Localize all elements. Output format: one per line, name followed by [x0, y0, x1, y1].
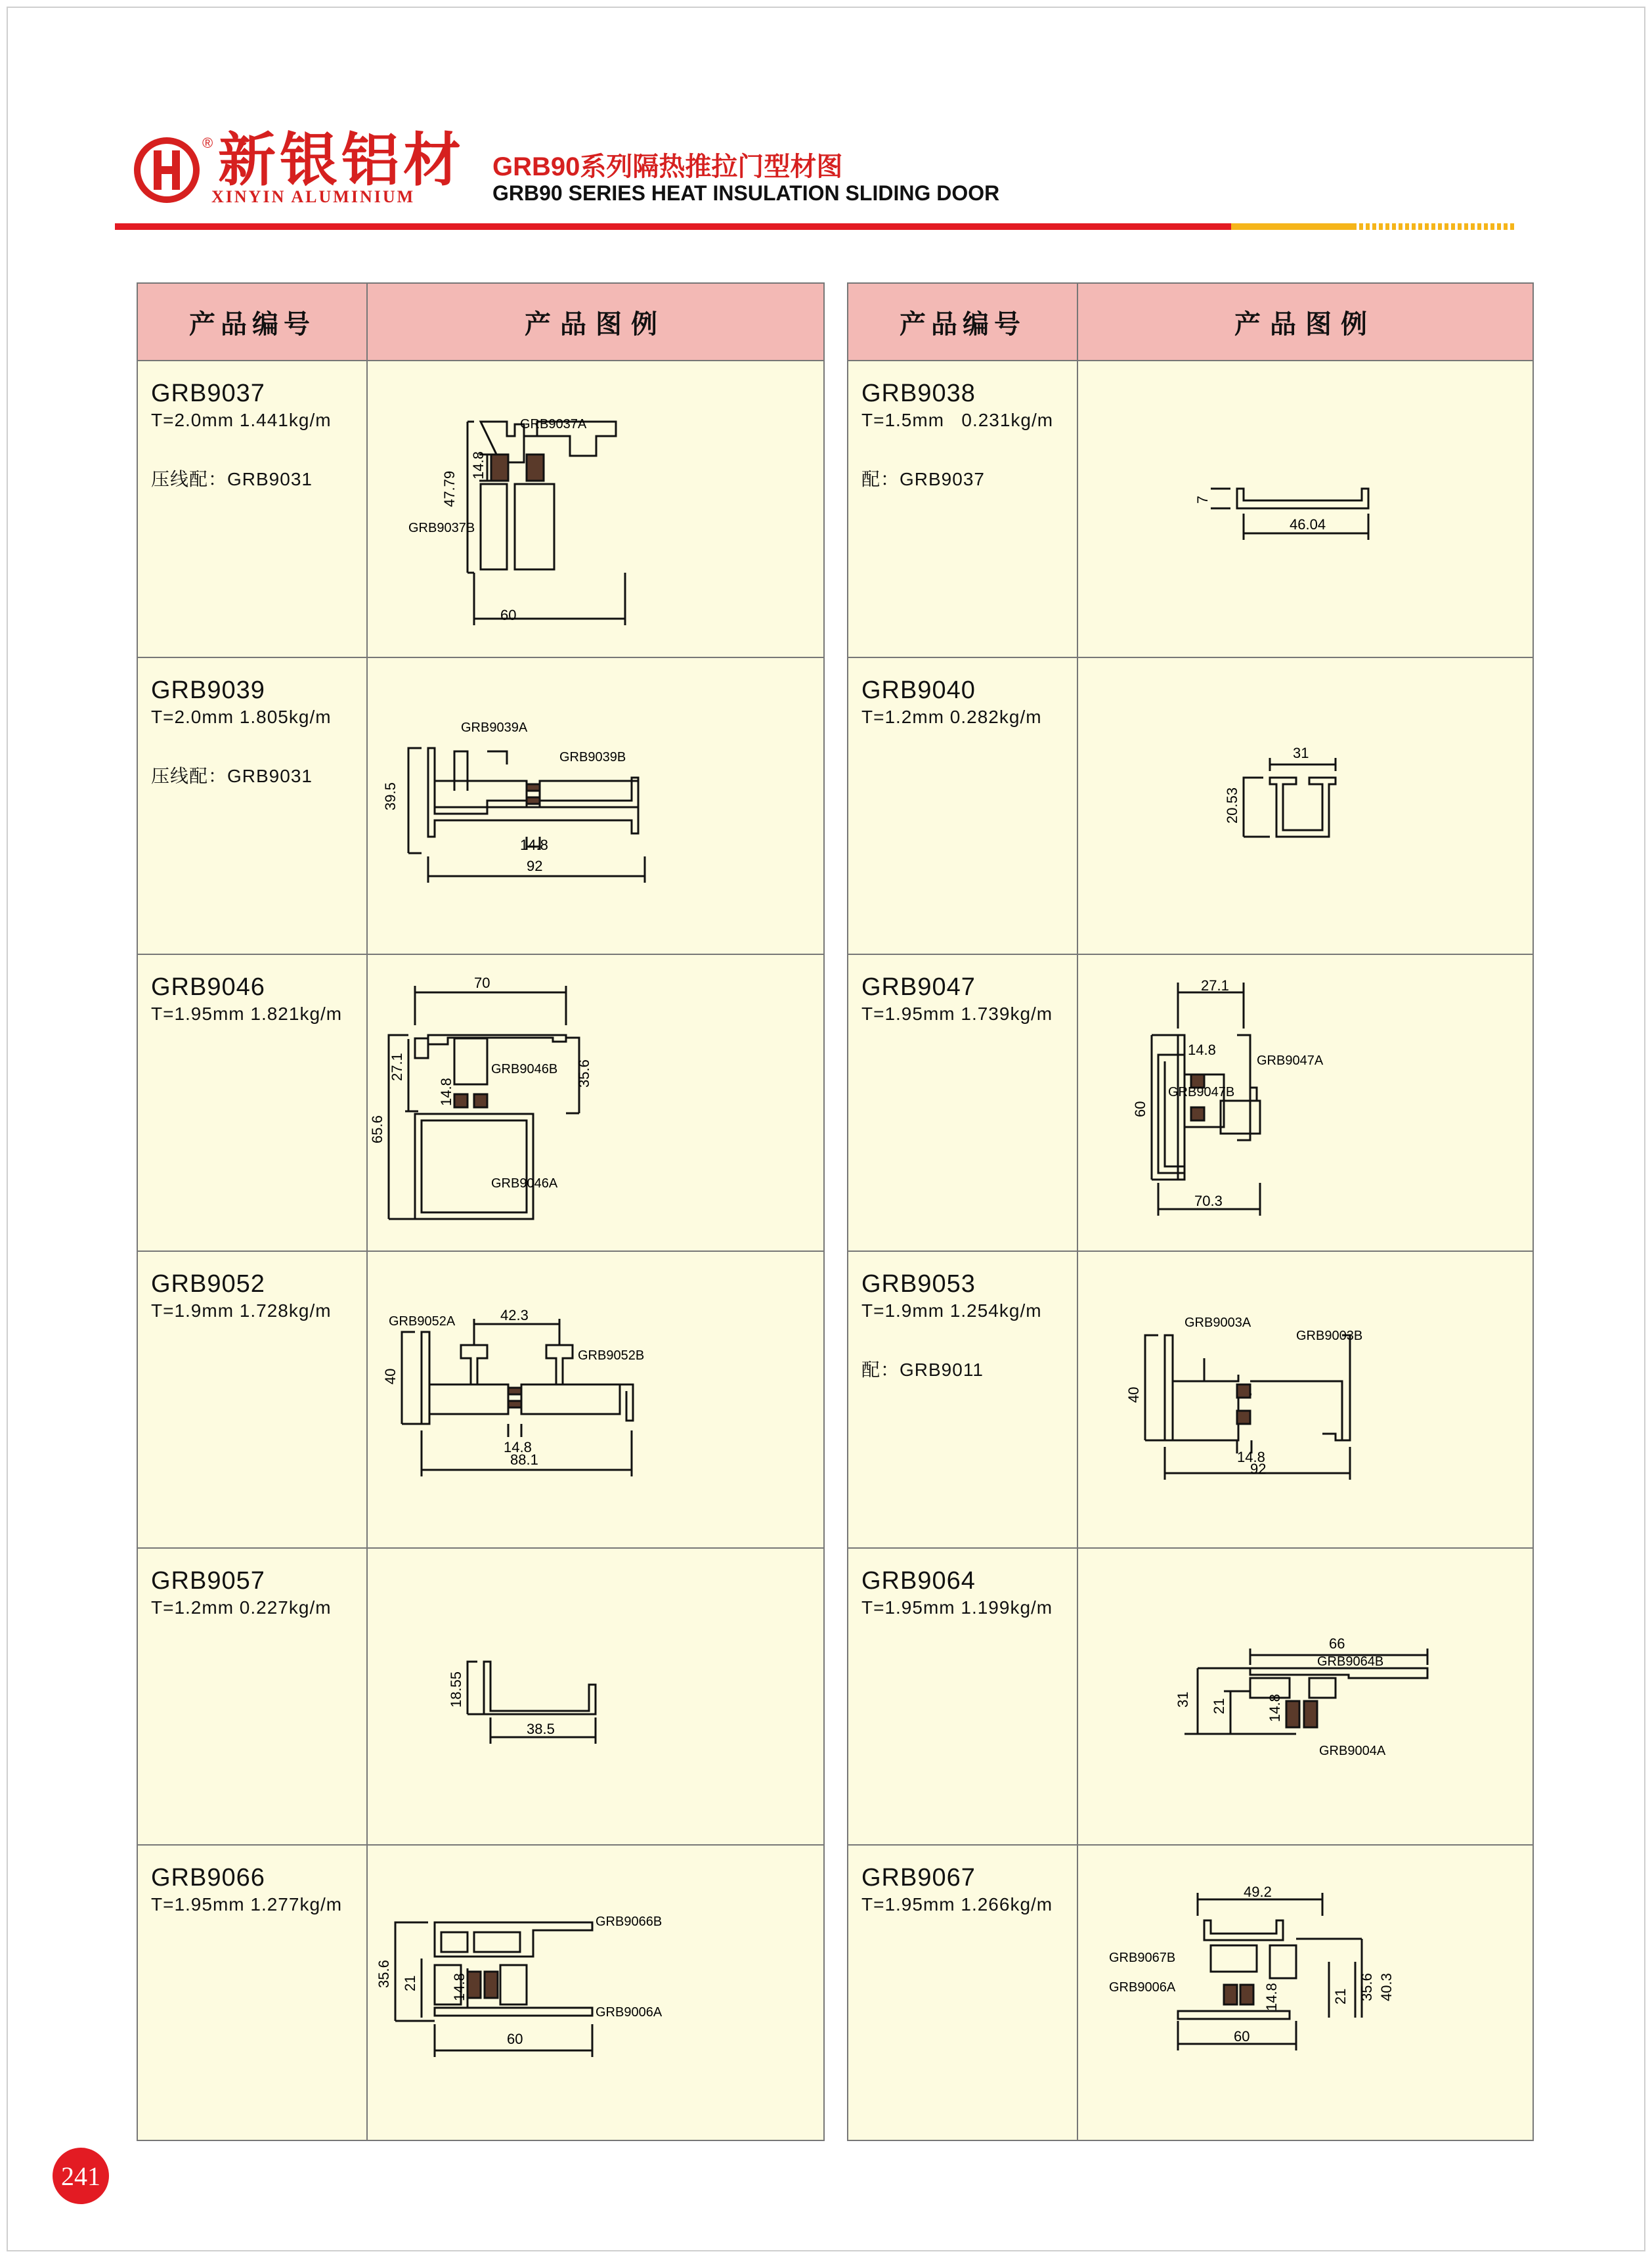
product-row	[848, 955, 1532, 1252]
product-spec: T=1.95mm 1.277kg/m	[151, 1894, 343, 1915]
dim-label: 39.5	[382, 782, 399, 810]
product-row	[138, 1549, 823, 1846]
profile-drawing	[369, 363, 822, 652]
dim-label: 14.8	[504, 1439, 532, 1455]
product-code: GRB9057	[151, 1567, 265, 1595]
dim-label: 21	[402, 1975, 418, 1991]
dim-label: 60	[1234, 2028, 1250, 2045]
product-row	[848, 361, 1532, 658]
part-label: GRB9052A	[389, 1314, 456, 1329]
product-row	[138, 658, 823, 955]
dim-label: 47.79	[441, 470, 458, 507]
profile-drawing	[369, 659, 822, 948]
product-row	[848, 658, 1532, 955]
dim-label: 27.1	[1201, 977, 1229, 994]
product-row	[138, 1252, 823, 1549]
dim-label: 60	[1132, 1101, 1148, 1117]
header-figure: 产品图例	[1234, 309, 1376, 339]
dim-label: 27.1	[389, 1053, 405, 1081]
profile-drawing	[1079, 1550, 1532, 1839]
header-code: 产品编号	[138, 284, 368, 360]
product-spec: T=1.5mm 0.231kg/m	[861, 410, 1054, 430]
dim-label: 14.8	[1237, 1449, 1265, 1465]
dim-label: 7	[1194, 495, 1211, 504]
product-code: GRB9046	[151, 973, 265, 1001]
table-header	[138, 284, 823, 361]
dim-label: 60	[500, 607, 517, 623]
dim-label: 21	[1332, 1988, 1349, 2004]
page-number: 241	[53, 2148, 109, 2204]
product-code: GRB9047	[861, 973, 976, 1001]
product-note: 压线配：GRB9031	[151, 766, 313, 786]
part-label: GRB9047A	[1257, 1053, 1324, 1068]
product-spec: T=1.2mm 0.282kg/m	[861, 707, 1042, 727]
product-note: 配：GRB9011	[861, 1360, 984, 1380]
dim-label: 42.3	[500, 1307, 529, 1323]
part-label: GRB9046A	[491, 1176, 558, 1191]
dim-label: 14.8	[470, 451, 487, 479]
product-spec: T=1.95mm 1.199kg/m	[861, 1597, 1053, 1618]
dim-label: 31	[1293, 745, 1309, 761]
profile-drawing	[369, 1847, 822, 2136]
brand-name-cn: 新银铝材	[218, 127, 466, 192]
dim-label: 35.6	[576, 1059, 592, 1088]
product-spec: T=1.9mm 1.728kg/m	[151, 1300, 332, 1321]
dim-label: 14.8	[1188, 1042, 1216, 1058]
product-code: GRB9066	[151, 1864, 265, 1892]
part-label: GRB9052B	[578, 1348, 645, 1363]
product-spec: T=1.95mm 1.821kg/m	[151, 1004, 343, 1024]
dim-label: 18.55	[448, 1671, 464, 1708]
dim-label: 66	[1329, 1635, 1345, 1652]
product-code: GRB9038	[861, 380, 976, 407]
header-rule-red	[115, 223, 1231, 230]
dim-label: 40.3	[1378, 1973, 1395, 2001]
product-code: GRB9039	[151, 676, 265, 704]
part-label: GRB9046B	[491, 1062, 558, 1076]
product-code: GRB9064	[861, 1567, 976, 1595]
brand-name-en: XINYIN ALUMINIUM	[211, 187, 416, 206]
right-product-table	[847, 282, 1534, 2141]
part-label: GRB9039B	[559, 750, 626, 764]
dim-label: 35.6	[376, 1960, 392, 1988]
product-spec: T=2.0mm 1.805kg/m	[151, 707, 332, 727]
header-code: 产品编号	[848, 284, 1078, 360]
product-note: 配：GRB9037	[861, 469, 985, 489]
product-spec: T=1.95mm 1.739kg/m	[861, 1004, 1053, 1024]
dim-label: 40	[382, 1368, 399, 1384]
product-row	[848, 1252, 1532, 1549]
profile-drawing	[1079, 659, 1532, 948]
product-row	[138, 1846, 823, 2141]
dim-label: 46.04	[1290, 516, 1326, 533]
part-label: GRB9037A	[520, 417, 587, 432]
dim-label: 65.6	[369, 1115, 385, 1143]
part-label: GRB9039A	[461, 720, 528, 735]
profile-drawing	[369, 1253, 822, 1542]
header-rule-dotted	[1353, 223, 1517, 230]
part-label: GRB9067B	[1109, 1951, 1176, 1965]
profile-drawing	[1079, 1847, 1532, 2136]
dim-label: 88.1	[510, 1451, 538, 1468]
dim-label: 14.8	[1267, 1694, 1283, 1722]
left-product-table	[137, 282, 825, 2141]
product-code: GRB9037	[151, 380, 265, 407]
dim-label: 14.8	[520, 837, 548, 853]
dim-label: 40	[1125, 1386, 1142, 1403]
dim-label: 92	[1250, 1461, 1267, 1477]
part-label: GRB9006A	[596, 2005, 663, 2020]
profile-drawing	[1079, 956, 1532, 1245]
dim-label: 38.5	[527, 1721, 555, 1737]
dim-label: 31	[1175, 1691, 1191, 1708]
product-spec: T=2.0mm 1.441kg/m	[151, 410, 332, 430]
product-row	[848, 1846, 1532, 2141]
product-code: GRB9053	[861, 1270, 976, 1298]
product-code: GRB9052	[151, 1270, 265, 1298]
table-header	[848, 284, 1532, 361]
dim-label: 70.3	[1194, 1193, 1223, 1209]
header-figure: 产品图例	[525, 309, 666, 339]
product-code: GRB9040	[861, 676, 976, 704]
dim-label: 14.8	[1263, 1983, 1280, 2011]
part-label: GRB9003A	[1185, 1316, 1251, 1330]
dim-label: 70	[474, 975, 490, 991]
header-rule-yellow	[1231, 223, 1353, 230]
dim-label: 14.8	[451, 1973, 467, 2001]
dim-label: 35.6	[1359, 1973, 1375, 2001]
dim-label: 21	[1211, 1698, 1227, 1714]
part-label: GRB9003B	[1296, 1329, 1363, 1343]
dim-label: 92	[527, 858, 543, 874]
registered-mark: ®	[202, 135, 213, 151]
profile-drawing	[369, 956, 822, 1245]
profile-drawing	[1079, 1253, 1532, 1542]
product-spec: T=1.9mm 1.254kg/m	[861, 1300, 1042, 1321]
product-spec: T=1.95mm 1.266kg/m	[861, 1894, 1053, 1915]
part-label: GRB9004A	[1319, 1744, 1386, 1758]
part-label: GRB9066B	[596, 1915, 663, 1929]
product-row	[138, 361, 823, 658]
dim-label: 20.53	[1224, 787, 1240, 824]
page-title-en: GRB90 SERIES HEAT INSULATION SLIDING DOOR	[492, 181, 1000, 205]
product-code: GRB9067	[861, 1864, 976, 1892]
profile-drawing	[369, 1550, 822, 1839]
xinyin-logo-icon	[131, 135, 202, 206]
part-label: GRB9047B	[1168, 1085, 1235, 1099]
product-row	[848, 1549, 1532, 1846]
part-label: GRB9064B	[1317, 1654, 1384, 1669]
dim-label: 49.2	[1244, 1884, 1272, 1900]
product-row	[138, 955, 823, 1252]
product-spec: T=1.2mm 0.227kg/m	[151, 1597, 332, 1618]
dim-label: 14.8	[438, 1078, 454, 1106]
part-label: GRB9006A	[1109, 1980, 1176, 1995]
dim-label: 60	[507, 2031, 523, 2047]
page-title-cn: GRB90系列隔热推拉门型材图	[492, 152, 843, 181]
profile-drawing	[1079, 363, 1532, 652]
product-note: 压线配：GRB9031	[151, 469, 313, 489]
part-label: GRB9037B	[408, 521, 475, 535]
